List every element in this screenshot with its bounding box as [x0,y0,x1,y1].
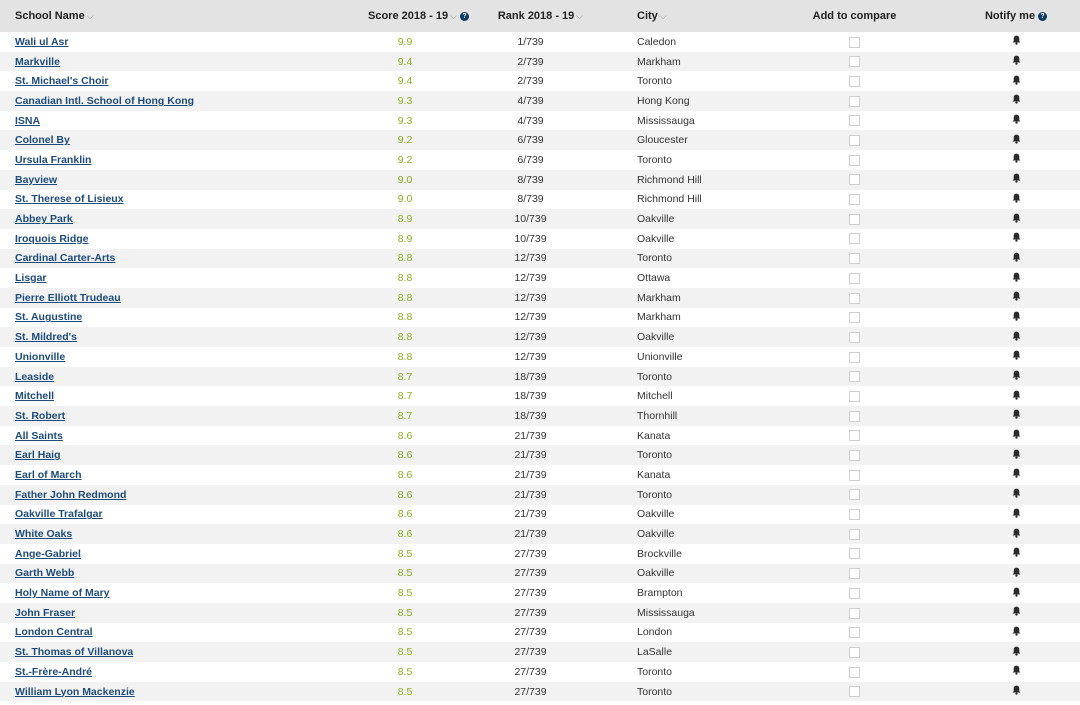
chevron-down-icon: ⌵ [659,11,667,21]
score-value: 8.8 [397,350,413,363]
city-value: Mississauga [637,114,695,127]
score-value: 9.2 [397,153,413,166]
score-value: 8.6 [397,488,413,501]
rank-value: 27/739 [514,646,547,659]
table-row [0,347,1080,367]
table-row [0,682,1080,702]
bell-icon[interactable] [1012,606,1021,619]
table-row [0,71,1080,91]
rank-value: 21/739 [514,528,547,541]
city-value: Toronto [637,665,673,678]
rank-value: 8/739 [517,173,544,186]
city-value: Brockville [637,547,682,560]
rank-header: Rank 2018 - 19 [497,10,575,22]
table-row [0,190,1080,210]
city-value: Oakville [637,331,675,344]
score-value: 9.3 [397,114,413,127]
school-link[interactable]: Colonel By [15,134,70,147]
city-value: Toronto [637,488,673,501]
sort-score[interactable] [346,10,467,22]
table-row [0,150,1080,170]
compare-checkbox[interactable] [849,332,860,343]
bell-icon[interactable] [1012,646,1021,659]
score-value: 8.9 [397,213,413,226]
rank-value: 2/739 [517,75,544,88]
sort-school-name[interactable] [0,10,346,22]
score-value: 8.5 [397,567,413,580]
score-value: 8.5 [397,587,413,600]
score-value: 8.5 [397,685,413,698]
table-header [0,0,1080,32]
compare-checkbox[interactable] [849,667,860,678]
compare-checkbox[interactable] [849,470,860,481]
compare-checkbox[interactable] [849,214,860,225]
compare-checkbox[interactable] [849,96,860,107]
rank-value: 27/739 [514,587,547,600]
bell-icon[interactable] [1012,508,1021,521]
score-value: 8.5 [397,606,413,619]
city-value: Markham [637,291,681,304]
compare-checkbox[interactable] [849,489,860,500]
table-row [0,268,1080,288]
rank-value: 1/739 [517,35,544,48]
city-value: Unionville [637,350,683,363]
score-value: 8.8 [397,291,413,304]
bell-icon[interactable] [1012,311,1021,324]
bell-icon[interactable] [1012,272,1021,285]
compare-checkbox[interactable] [849,450,860,461]
table-row [0,52,1080,72]
school-link[interactable]: St.-Frère-André [15,665,93,678]
question-circle-icon[interactable]: ? [460,12,469,21]
compare-checkbox[interactable] [849,529,860,540]
bell-icon[interactable] [1012,153,1021,166]
score-value: 9.4 [397,55,413,68]
school-link[interactable]: John Fraser [15,606,76,619]
table-body [0,32,1080,701]
score-value: 8.8 [397,252,413,265]
school-link[interactable]: London Central [15,626,93,639]
bell-icon[interactable] [1012,567,1021,580]
bell-icon[interactable] [1012,173,1021,186]
compare-checkbox[interactable] [849,37,860,48]
score-header: Score 2018 - 19 [368,10,449,22]
city-value: LaSalle [637,646,673,659]
rank-value: 12/739 [514,252,547,265]
table-row [0,288,1080,308]
city-value: Oakville [637,528,675,541]
score-value: 8.9 [397,232,413,245]
school-link[interactable]: Leaside [15,370,55,383]
bell-icon[interactable] [1012,528,1021,541]
rank-value: 6/739 [517,153,544,166]
table-row [0,111,1080,131]
bell-icon[interactable] [1012,350,1021,363]
question-circle-icon[interactable]: ? [1038,12,1047,21]
school-link[interactable]: Cardinal Carter-Arts [15,252,116,265]
school-link[interactable]: Oakville Trafalgar [15,508,103,521]
rank-value: 21/739 [514,429,547,442]
city-value: Richmond Hill [637,193,702,206]
score-value: 8.5 [397,547,413,560]
rank-value: 10/739 [514,232,547,245]
table-row [0,91,1080,111]
compare-checkbox[interactable] [849,233,860,244]
table-row [0,209,1080,229]
score-value: 9.0 [397,193,413,206]
score-value: 8.6 [397,429,413,442]
school-link[interactable]: All Saints [15,429,63,442]
score-value: 8.5 [397,665,413,678]
bell-icon[interactable] [1012,626,1021,639]
school-link[interactable]: White Oaks [15,528,73,541]
score-value: 9.4 [397,75,413,88]
city-value: Thornhill [637,409,678,422]
city-value: Ottawa [637,272,671,285]
city-value: London [637,626,673,639]
city-value: Markham [637,311,681,324]
bell-icon[interactable] [1012,429,1021,442]
score-value: 9.3 [397,94,413,107]
city-value: Toronto [637,252,673,265]
school-link[interactable]: Canadian Intl. School of Hong Kong [15,94,195,107]
school-link[interactable]: St. Robert [15,409,66,422]
rank-value: 27/739 [514,685,547,698]
bell-icon[interactable] [1012,232,1021,245]
school-link[interactable]: Bayview [15,173,58,186]
table-row [0,603,1080,623]
city-value: Caledon [637,35,677,48]
city-value: Toronto [637,685,673,698]
city-value: Oakville [637,567,675,580]
compare-checkbox[interactable] [849,391,860,402]
bell-icon[interactable] [1012,114,1021,127]
bell-icon[interactable] [1012,75,1021,88]
city-value: Toronto [637,153,673,166]
city-value: Oakville [637,213,675,226]
table-row [0,308,1080,328]
rank-value: 21/739 [514,508,547,521]
school-link[interactable]: St. Therese of Lisieux [15,193,124,206]
table-row [0,367,1080,387]
school-link[interactable]: Ange-Gabriel [15,547,81,560]
compare-checkbox[interactable] [849,647,860,658]
bell-icon[interactable] [1012,134,1021,147]
table-row [0,170,1080,190]
compare-checkbox[interactable] [849,548,860,559]
rank-value: 6/739 [517,134,544,147]
bell-icon[interactable] [1012,291,1021,304]
table-row [0,544,1080,564]
city-value: Mitchell [637,390,673,403]
school-link[interactable]: St. Michael's Choir [15,75,109,88]
chevron-down-icon: ⌵ [576,11,584,21]
compare-checkbox[interactable] [849,411,860,422]
compare-checkbox[interactable] [849,627,860,638]
score-value: 8.6 [397,468,413,481]
school-link[interactable]: Iroquois Ridge [15,232,89,245]
school-link[interactable]: Holy Name of Mary [15,587,110,600]
rank-value: 27/739 [514,626,547,639]
compare-checkbox[interactable] [849,273,860,284]
bell-icon[interactable] [1012,390,1021,403]
city-value: Kanata [637,429,671,442]
chevron-down-icon: ⌵ [86,11,94,21]
bell-icon[interactable] [1012,193,1021,206]
bell-icon[interactable] [1012,488,1021,501]
sort-city[interactable] [597,10,767,22]
table-row [0,583,1080,603]
school-link[interactable]: Mitchell [15,390,55,403]
school-link[interactable]: Earl Haig [15,449,61,462]
compare-checkbox[interactable] [849,568,860,579]
rank-value: 8/739 [517,193,544,206]
table-row [0,386,1080,406]
score-value: 8.7 [397,409,413,422]
school-link[interactable]: William Lyon Mackenzie [15,685,135,698]
school-link[interactable]: Ursula Franklin [15,153,92,166]
compare-checkbox[interactable] [849,371,860,382]
city-value: Hong Kong [637,94,690,107]
compare-checkbox[interactable] [849,352,860,363]
compare-checkbox[interactable] [849,293,860,304]
score-value: 8.8 [397,272,413,285]
school-link[interactable]: Markville [15,55,60,68]
school-link[interactable]: Garth Webb [15,567,75,580]
score-value: 9.9 [397,35,413,48]
school-link[interactable]: Father John Redmond [15,488,127,501]
compare-checkbox[interactable] [849,588,860,599]
compare-checkbox[interactable] [849,76,860,87]
compare-checkbox[interactable] [849,174,860,185]
compare-checkbox[interactable] [849,253,860,264]
bell-icon[interactable] [1012,468,1021,481]
rank-value: 18/739 [514,390,547,403]
score-value: 8.6 [397,528,413,541]
rank-value: 18/739 [514,409,547,422]
table-row [0,327,1080,347]
score-value: 9.0 [397,173,413,186]
rank-value: 2/739 [517,55,544,68]
table-row [0,485,1080,505]
city-header: City [637,10,658,22]
table-row [0,249,1080,269]
score-value: 8.7 [397,370,413,383]
score-value: 8.6 [397,508,413,521]
compare-checkbox[interactable] [849,194,860,205]
compare-checkbox[interactable] [849,509,860,520]
school-link[interactable]: Lisgar [15,272,47,285]
rank-value: 21/739 [514,449,547,462]
table-row [0,229,1080,249]
city-value: Toronto [637,75,673,88]
compare-checkbox[interactable] [849,56,860,67]
school-name-header: School Name [15,10,85,22]
compare-checkbox[interactable] [849,155,860,166]
score-value: 8.7 [397,390,413,403]
school-link[interactable]: St. Augustine [15,311,83,324]
bell-icon[interactable] [1012,665,1021,678]
sort-rank[interactable] [464,10,597,22]
bell-icon[interactable] [1012,547,1021,560]
compare-checkbox[interactable] [849,312,860,323]
table-row [0,465,1080,485]
school-link[interactable]: Wali ul Asr [15,35,69,48]
city-value: Kanata [637,468,671,481]
rank-value: 21/739 [514,468,547,481]
school-link[interactable]: St. Thomas of Villanova [15,646,134,659]
bell-icon[interactable] [1012,409,1021,422]
rank-value: 27/739 [514,665,547,678]
score-value: 8.5 [397,626,413,639]
table-row [0,524,1080,544]
score-value: 8.5 [397,646,413,659]
school-link[interactable]: ISNA [15,114,41,127]
city-value: Richmond Hill [637,173,702,186]
table-row [0,130,1080,150]
table-row [0,642,1080,662]
city-value: Oakville [637,232,675,245]
rank-value: 4/739 [517,94,544,107]
compare-checkbox[interactable] [849,608,860,619]
score-value: 8.8 [397,331,413,344]
score-value: 8.6 [397,449,413,462]
table-row [0,445,1080,465]
compare-header: Add to compare [812,10,897,22]
score-value: 9.2 [397,134,413,147]
city-value: Oakville [637,508,675,521]
bell-icon[interactable] [1012,213,1021,226]
score-value: 8.8 [397,311,413,324]
city-value: Gloucester [637,134,688,147]
bell-icon[interactable] [1012,685,1021,698]
school-link[interactable]: St. Mildred's [15,331,78,344]
city-value: Toronto [637,370,673,383]
table-row [0,623,1080,643]
bell-icon[interactable] [1012,35,1021,48]
table-row [0,564,1080,584]
rank-value: 4/739 [517,114,544,127]
city-value: Toronto [637,449,673,462]
rank-value: 27/739 [514,547,547,560]
school-link[interactable]: Unionville [15,350,66,363]
school-link[interactable]: Abbey Park [15,213,73,226]
rank-value: 12/739 [514,272,547,285]
rank-value: 12/739 [514,331,547,344]
compare-checkbox[interactable] [849,115,860,126]
rank-value: 27/739 [514,606,547,619]
rank-value: 12/739 [514,311,547,324]
bell-icon[interactable] [1012,370,1021,383]
bell-icon[interactable] [1012,587,1021,600]
city-value: Markham [637,55,681,68]
rank-value: 27/739 [514,567,547,580]
notify-header [942,10,1080,22]
school-link[interactable]: Earl of March [15,468,82,481]
rank-value: 10/739 [514,213,547,226]
bell-icon[interactable] [1012,449,1021,462]
bell-icon[interactable] [1012,252,1021,265]
table-row [0,505,1080,525]
compare-checkbox[interactable] [849,135,860,146]
rank-value: 12/739 [514,291,547,304]
city-value: Mississauga [637,606,695,619]
rank-value: 12/739 [514,350,547,363]
bell-icon[interactable] [1012,55,1021,68]
compare-checkbox[interactable] [849,430,860,441]
rank-value: 21/739 [514,488,547,501]
school-link[interactable]: Pierre Elliott Trudeau [15,291,121,304]
bell-icon[interactable] [1012,94,1021,107]
city-value: Brampton [637,587,683,600]
table-row [0,32,1080,52]
notify-header-label: Notify me [984,10,1036,22]
table-row [0,426,1080,446]
table-row [0,406,1080,426]
rank-value: 18/739 [514,370,547,383]
chevron-down-icon: ⌵ [450,11,457,21]
compare-checkbox[interactable] [849,686,860,697]
bell-icon[interactable] [1012,331,1021,344]
table-row [0,662,1080,682]
